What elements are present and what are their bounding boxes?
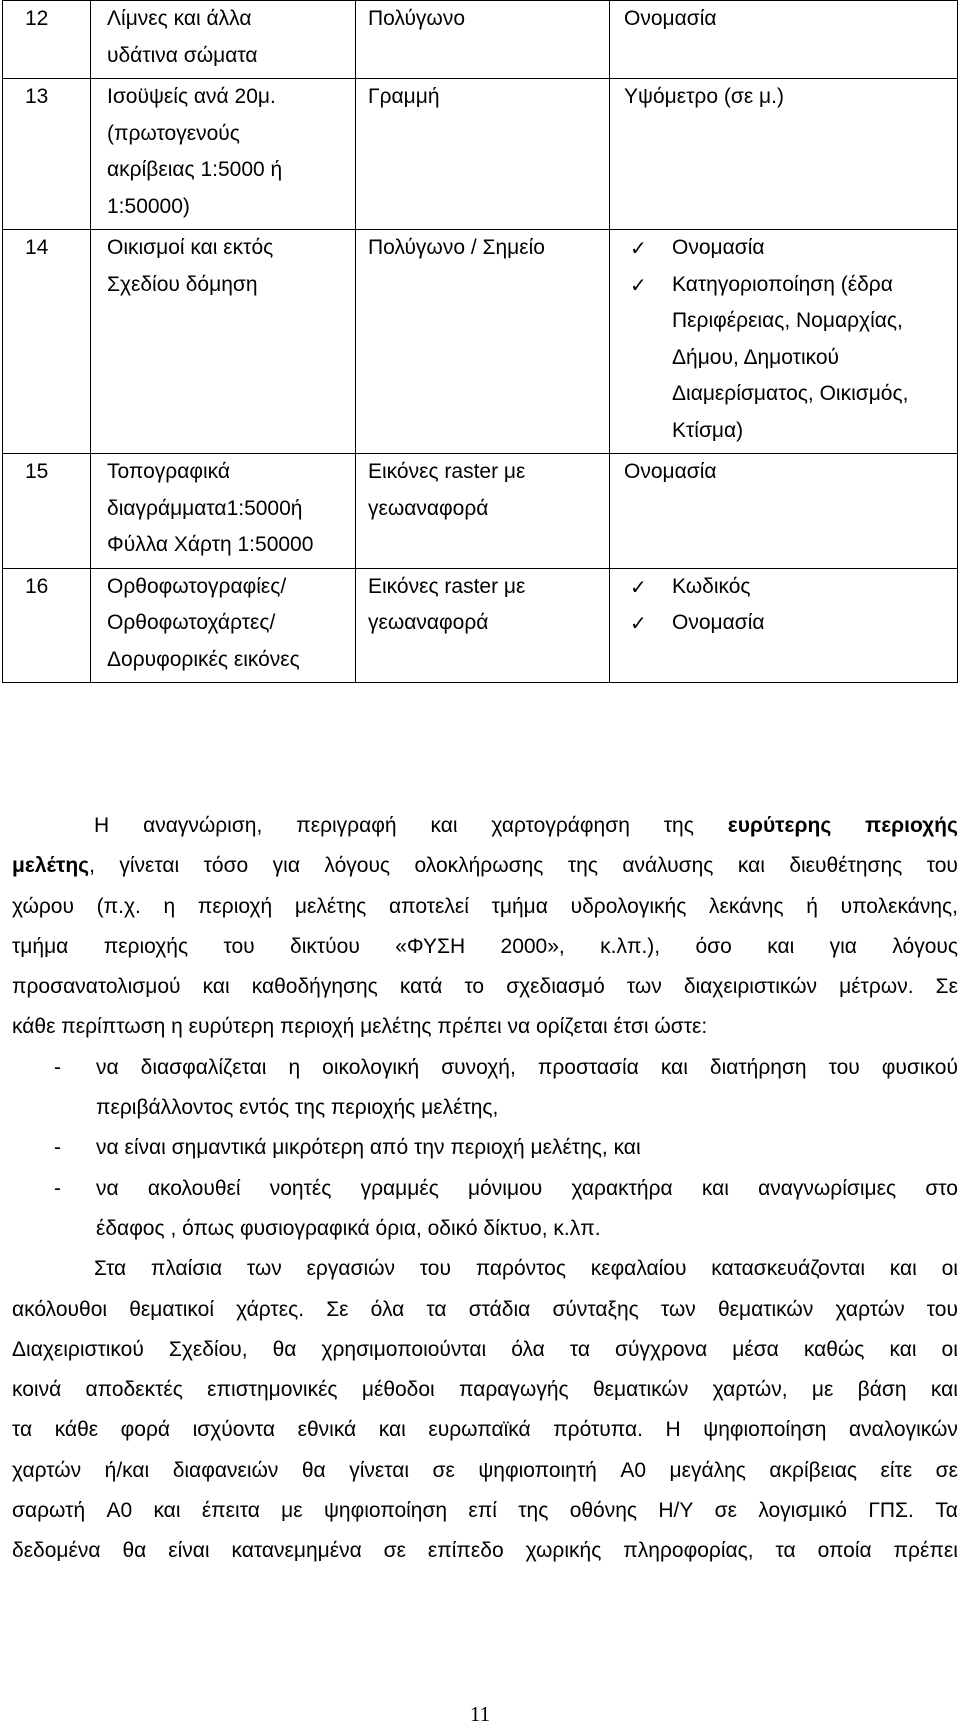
geometry-type-cell xyxy=(356,454,610,569)
attribute-line: Διαμερίσματος, Οικισμός, xyxy=(672,382,909,405)
checkmark-icon: ✓ xyxy=(630,611,647,635)
attribute-line: Ονομασία xyxy=(672,236,765,259)
geometry-type-line: γεωαναφορά xyxy=(368,611,489,634)
para1-line: κάθε περίπτωση η ευρύτερη περιοχή μελέτης πρέπει να ορίζεται έτσι ώστε: xyxy=(12,1015,708,1039)
para2-line: κοινά αποδεκτές επιστημονικές μέθοδοι παραγωγής θεματικών χαρτών, με βάση και xyxy=(12,1378,958,1402)
theme-line: (πρωτογενούς xyxy=(107,121,240,145)
attribute-item xyxy=(624,230,957,267)
attributes-cell xyxy=(610,230,958,454)
theme-line: Λίμνες και άλλα xyxy=(107,7,252,30)
theme-cell xyxy=(91,79,356,230)
row-number-cell xyxy=(3,454,91,569)
attribute-item xyxy=(624,1,957,38)
theme-line: Τοπογραφικά xyxy=(107,460,231,483)
para1-line: τμήμα περιοχής του δικτύου «ΦΥΣΗ 2000», κ.λπ.), όσο και για λόγους xyxy=(12,934,958,958)
geometry-type-cell xyxy=(356,79,610,230)
bullet-line: να είναι σημαντικά μικρότερη από την περιοχή μελέτης, και xyxy=(96,1136,641,1160)
bullet-dash: - xyxy=(54,1055,61,1079)
attributes-cell xyxy=(610,79,958,230)
attribute-item xyxy=(624,454,957,491)
para2-line: χαρτών ή/και διαφανειών θα γίνεται σε ψηφιοποιητή Α0 μεγάλης ακρίβειας είτε σε xyxy=(12,1458,958,1482)
attribute-line: Κτίσμα) xyxy=(672,418,744,442)
theme-line: Ορθοφωτογραφίες/ xyxy=(107,574,287,598)
row-number-cell xyxy=(3,568,91,683)
theme-line: Οικισμοί και εκτός xyxy=(107,236,274,259)
attributes-cell xyxy=(610,568,958,683)
page-number: 11 xyxy=(469,1702,491,1726)
attribute-line: Ονομασία xyxy=(624,460,717,483)
attribute-item xyxy=(624,267,957,450)
geometry-type-cell xyxy=(356,568,610,683)
attribute-line: Ονομασία xyxy=(672,611,765,634)
attributes-cell xyxy=(610,1,958,79)
para2-line: σαρωτή Α0 και έπειτα με ψηφιοποίηση επί της οθόνης Η/Υ σε λογισμικό ΓΠΣ. Τα xyxy=(12,1499,958,1523)
attribute-line: Ονομασία xyxy=(624,7,717,30)
checkmark-icon: ✓ xyxy=(630,272,647,297)
geometry-type-line: Εικόνες raster με xyxy=(368,574,526,598)
attribute-line: Δήμου, Δημοτικού xyxy=(672,345,840,369)
bullet-item xyxy=(12,1048,958,1129)
attribute-item xyxy=(624,605,957,642)
geometry-type-line: Πολύγωνο xyxy=(368,7,466,30)
bullet-dash: - xyxy=(54,1136,61,1160)
attribute-line: Περιφέρειας, Νομαρχίας, xyxy=(672,309,903,332)
theme-cell xyxy=(91,1,356,79)
row-number-cell xyxy=(3,79,91,230)
bullet-item xyxy=(12,1169,958,1250)
theme-cell xyxy=(91,568,356,683)
para2-line: Στα πλαίσια των εργασιών του παρόντος κεφαλαίου κατασκευάζονται και οι xyxy=(94,1257,958,1281)
table-row xyxy=(3,1,958,79)
themes-table xyxy=(2,0,958,683)
table-row xyxy=(3,79,958,230)
row-number-cell xyxy=(3,230,91,454)
table-row xyxy=(3,454,958,569)
theme-line: Δορυφορικές εικόνες xyxy=(107,647,300,671)
attributes-cell xyxy=(610,454,958,569)
bullet-dash: - xyxy=(54,1176,61,1200)
theme-cell xyxy=(91,454,356,569)
geometry-type-line: Γραμμή xyxy=(368,85,440,108)
theme-line: ακρίβειας 1:5000 ή xyxy=(107,158,283,181)
row-number: 12 xyxy=(25,7,49,30)
geometry-type-line: Πολύγωνο / Σημείο xyxy=(368,236,545,259)
theme-line: Φύλλα Χάρτη 1:50000 xyxy=(107,533,314,556)
para2-line: τα κάθε φορά ισχύοντα εθνικά και ευρωπαϊκά πρότυπα. Η ψηφιοποίηση αναλογικών xyxy=(12,1418,958,1442)
theme-line: Ισοϋψείς ανά 20μ. xyxy=(107,85,276,108)
row-number: 13 xyxy=(25,85,49,108)
para2-line: ακόλουθοι θεματικοί χάρτες. Σε όλα τα στάδια σύνταξης των θεματικών χαρτών του xyxy=(12,1297,958,1321)
theme-line: 1:50000) xyxy=(107,194,190,218)
row-number: 15 xyxy=(25,460,49,483)
attribute-line: Υψόμετρο (σε μ.) xyxy=(624,85,784,108)
theme-line: υδάτινα σώματα xyxy=(107,43,258,67)
attribute-line: Κωδικός xyxy=(672,574,751,598)
table-row xyxy=(3,568,958,683)
row-number: 14 xyxy=(25,236,49,259)
theme-line: διαγράμματα1:5000ή xyxy=(107,496,303,520)
table-row xyxy=(3,230,958,454)
attribute-item xyxy=(624,79,957,116)
bullet-line: περιβάλλοντος εντός της περιοχής μελέτης, xyxy=(96,1096,499,1120)
geometry-type-line: γεωαναφορά xyxy=(368,496,489,520)
para1-line: χώρου (π.χ. η περιοχή μελέτης αποτελεί τμήμα υδρολογικής λεκάνης ή υπολεκάνης, xyxy=(12,894,958,918)
themes-table-body xyxy=(3,1,958,683)
theme-line: Ορθοφωτοχάρτες/ xyxy=(107,611,276,634)
attribute-item xyxy=(624,569,957,606)
attribute-line: Κατηγοριοποίηση (έδρα xyxy=(672,272,893,296)
checkmark-icon: ✓ xyxy=(630,236,647,260)
row-number-cell xyxy=(3,1,91,79)
bullet-line: να διασφαλίζεται η οικολογική συνοχή, προστασία και διατήρηση του φυσικού xyxy=(96,1055,958,1079)
para1-line: μελέτης, γίνεται τόσο για λόγους ολοκλήρωσης της ανάλυσης και διευθέτησης του xyxy=(12,854,958,878)
bullet-item xyxy=(12,1128,958,1168)
para1-line: Η αναγνώριση, περιγραφή και χαρτογράφηση της ευρύτερης περιοχής xyxy=(94,814,958,837)
row-number: 16 xyxy=(25,574,49,598)
para1-line: προσανατολισμού και καθοδήγησης κατά το σχεδιασμό των διαχειριστικών μέτρων. Σε xyxy=(12,975,958,999)
checkmark-icon: ✓ xyxy=(630,574,647,599)
body-text xyxy=(12,806,958,1572)
geometry-type-cell xyxy=(356,230,610,454)
theme-cell xyxy=(91,230,356,454)
bullet-line: έδαφος , όπως φυσιογραφικά όρια, οδικό δίκτυο, κ.λπ. xyxy=(96,1216,601,1240)
theme-line: Σχεδίου δόμηση xyxy=(107,272,258,296)
para2-line: Διαχειριστικού Σχεδίου, θα χρησιμοποιούνται όλα τα σύγχρονα μέσα καθώς και οι xyxy=(12,1337,958,1361)
geometry-type-cell xyxy=(356,1,610,79)
geometry-type-line: Εικόνες raster με xyxy=(368,460,526,483)
para2-line: δεδομένα θα είναι κατανεμημένα σε επίπεδο χωρικής πληροφορίας, τα οποία πρέπει xyxy=(12,1539,958,1563)
bullet-line: να ακολουθεί νοητές γραμμές μόνιμου χαρακτήρα και αναγνωρίσιμες στο xyxy=(96,1176,958,1200)
